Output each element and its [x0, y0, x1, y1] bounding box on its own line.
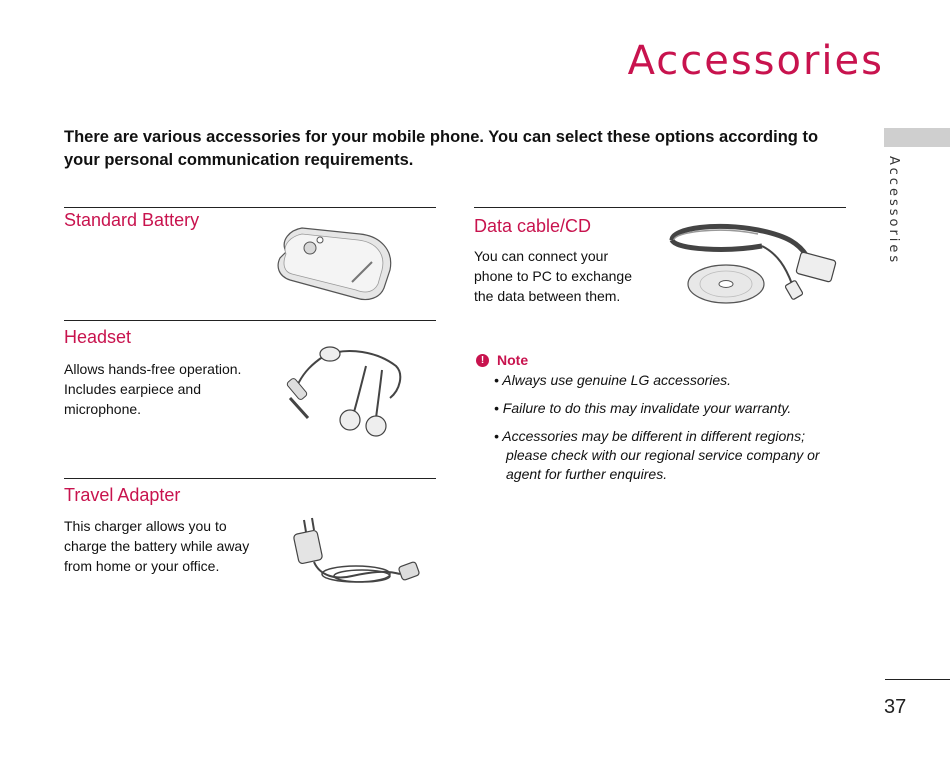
headset-description: Allows hands-free operation. Includes earpiece and microphone. [64, 361, 242, 417]
battery-image [272, 222, 398, 304]
note-item: • Accessories may be different in different regions; please check with our regional service company or agent for further enquires. [494, 428, 820, 482]
note-item: • Always use genuine LG accessories. [494, 372, 732, 388]
note-alert-icon: ! [476, 354, 489, 367]
page-title: Accessories [627, 38, 884, 84]
side-tab-marker [884, 128, 950, 147]
footer-divider [885, 679, 950, 680]
note-title: Note [497, 352, 529, 368]
datacable-title: Data cable/CD [474, 216, 592, 236]
section-divider [64, 207, 436, 208]
page-number: 37 [884, 696, 907, 718]
section-divider [64, 478, 436, 479]
intro-paragraph: There are various accessories for your mobile phone. You can select these options according to your personal communication requirements. [64, 128, 819, 169]
section-divider [474, 207, 846, 208]
note-item: • Failure to do this may invalidate your warranty. [494, 400, 792, 416]
headset-image [278, 342, 410, 440]
travel-adapter-image [290, 514, 432, 590]
adapter-description: This charger allows you to charge the battery while away from home or your office. [64, 518, 250, 574]
adapter-title: Travel Adapter [64, 485, 181, 505]
section-divider [64, 320, 436, 321]
note-list [494, 371, 834, 493]
headset-title: Headset [64, 327, 132, 347]
data-cable-cd-image [668, 218, 844, 306]
side-section-label: Accessories [886, 156, 901, 266]
battery-title: Standard Battery [64, 210, 200, 230]
datacable-description: You can connect your phone to PC to exchange the data between them. [474, 248, 633, 304]
